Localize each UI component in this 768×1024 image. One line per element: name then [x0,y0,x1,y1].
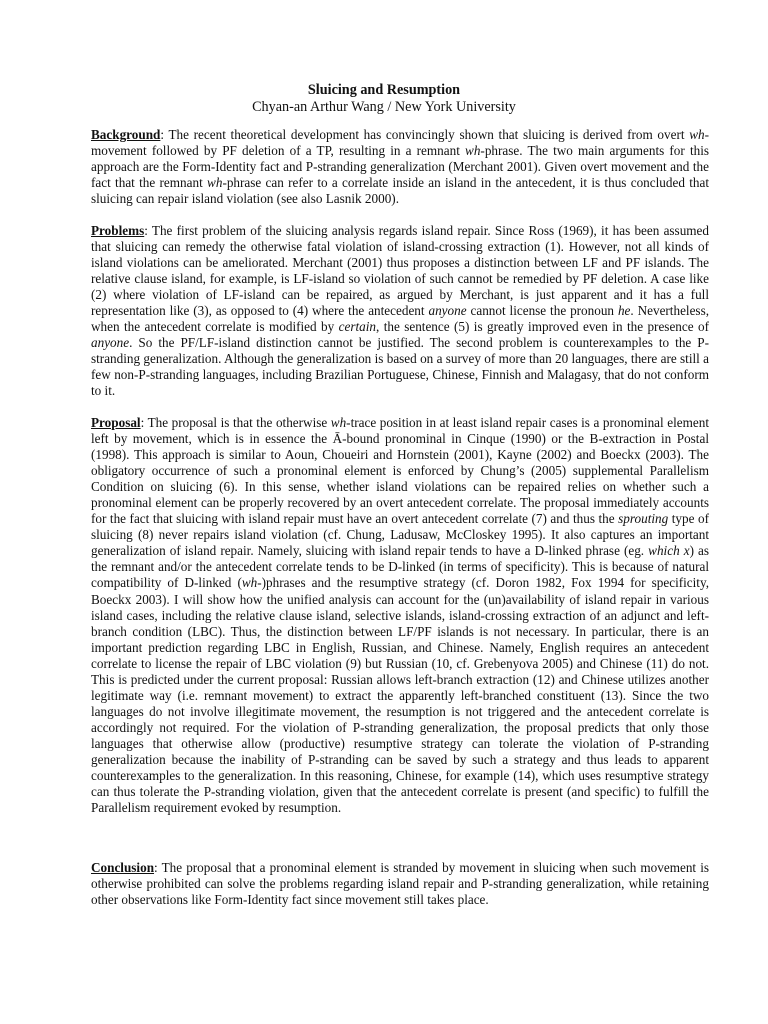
proposal-italic: wh [330,415,347,430]
proposal-italic: sprouting [618,511,669,527]
proposal-text: -trace position in at least island repair cases is a pronominal element left by movement, which is in essence the Ā-bound pronominal in Cinque (1990) or the B-extraction in Postal (1998). This approach is similar to Aoun, Choueiri and Hornstein (2001), Kayne (2002) and Boeckx (2003). The obligatory occurrence of such a pronominal element is enforced by Chung’s (2005) supplemental Parallelism Condition on sluicing (6). In this sense, whether island violations can be repaired relies on whether such a pronominal element can be properly recovered by an overt antecedent correlate. The proposal immediately accounts for the fact that sluicing with island repair must have an overt antecedent correlate (7) and thus the [91,415,709,527]
background-text: : The recent theoretical development has convincingly shown that sluicing is derived from overt [160,127,690,142]
problems-paragraph [91,223,709,400]
problems-text: : The first problem of the sluicing analysis regards island repair. Since Ross (1969), it has been assumed that sluicing can remedy the otherwise fatal violation of island-crossing extraction (1). However, not all kinds of island violations can be ameliorated. Merchant (2001) thus proposes a distinction between LF and PF islands. The relative clause island, for example, is LF-island so violation of such cannot be remedied by PF deletion. A case like (2) where violation of LF-island can be repaired, as argued by Merchant, is just apparent and it has a full representation like (3), as opposed to (4) where the antecedent [91,223,709,319]
problems-text: . Nevertheless, when the antecedent correlate is modified by [91,303,709,335]
background-italic: wh [689,127,705,142]
background-italic: wh [465,143,481,159]
problems-heading: Problems [91,223,145,238]
problems-text: cannot license the pronoun [466,303,618,319]
problems-text: . So the PF/LF-island distinction cannot be justified. The second problem is counterexamples to the P-stranding generalization. Although the generalization is based on a survey of more than 20 languages, there are still a few non-P-stranding languages, including Brazilian Portuguese, Chinese, Finnish and Malagasy, that do not conform to it. [91,335,709,399]
proposal-heading: Proposal [91,415,141,430]
paper-title: Sluicing and Resumption [307,82,461,98]
problems-italic: anyone [91,335,130,351]
background-paragraph [91,127,709,207]
proposal-paragraph [91,415,709,816]
author-line: Chyan-an Arthur Wang / New York University [252,99,516,115]
problems-italic: he [617,303,631,319]
background-text: -phrase can refer to a correlate inside an island in the antecedent, it is thus concluded that sluicing can repair island violation (see also Lasnik 2000). [91,175,709,207]
background-text: -movement followed by PF deletion of a TP, resulting in a remnant [91,127,709,159]
background-text: -phrase. The two main arguments for this approach are the Form-Identity fact and P-stranding generalization (Merchant 2001). Given overt movement and the fact that the remnant [91,143,709,191]
proposal-italic: wh- [241,575,262,591]
proposal-text: ) as the remnant and/or the antecedent correlate tends to be D-linked (in terms of specificity). This is because of natural compatibility of D-linked ( [91,543,709,591]
conclusion-heading: Conclusion [91,860,155,875]
proposal-italic: which x [648,543,690,559]
conclusion-paragraph [91,860,709,908]
title-block [0,82,768,116]
background-italic: wh [207,175,223,191]
conclusion-text: : The proposal that a pronominal element is stranded by movement in sluicing when such movement is otherwise prohibited can solve the problems regarding island repair and P-stranding generalization, while retaining other observations like Form-Identity fact since movement still takes place. [91,860,709,908]
proposal-text: )phrases and the resumptive strategy (cf. Doron 1982, Fox 1994 for specificity, Boeckx 2003). I will show how the unified analysis can account for the (un)availability of island repair in various island cases, including the relative clause island, selective islands, island-crossing extraction of an adjunct and left-branch condition (LBC). Thus, the distinction between LF/PF islands is not necessary. In particular, there is an important prediction regarding LBC in English, Russian, and Chinese. Namely, English requires an antecedent correlate to license the repair of LBC violation (9) but Russian (10, cf. Grebenyova 2005) and Chinese (11) do not. This is predicted under the current proposal: Russian allows left-branch extraction (12) and Chinese utilizes another legitimate way (i.e. remnant movement) to extract the apparently left-branched constituent (13). Since the two languages do not involve illegitimate movement, the resumption is not triggered and the antecedent correlate is accordingly not required. For the violation of P-stranding generalization, the proposal predicts that only those languages that otherwise allow (productive) resumptive strategy can tolerate the violation of P-stranding generalization because the inability of P-stranding can be saved by such a strategy and thus leads to apparent counterexamples to the generalization. In this reasoning, Chinese, for example (14), which uses resumptive strategy can thus tolerate the P-stranding violation, given that the antecedent correlate is present (and specific) to fulfill the Parallelism requirement evoked by resumption. [91,575,709,816]
problems-italic: certain [338,319,376,335]
problems-italic: anyone [428,303,467,319]
background-heading: Background [91,127,161,142]
proposal-text: type of sluicing (8) never repairs island violation (cf. Chung, Ladusaw, McCloskey 1995). It also captures an important generalization of island repair. Namely, sluicing with island repair tends to have a D-linked phrase (eg. [91,511,709,559]
proposal-text: : The proposal is that the otherwise [140,415,331,430]
problems-text: , the sentence (5) is greatly improved even in the presence of [375,319,709,335]
